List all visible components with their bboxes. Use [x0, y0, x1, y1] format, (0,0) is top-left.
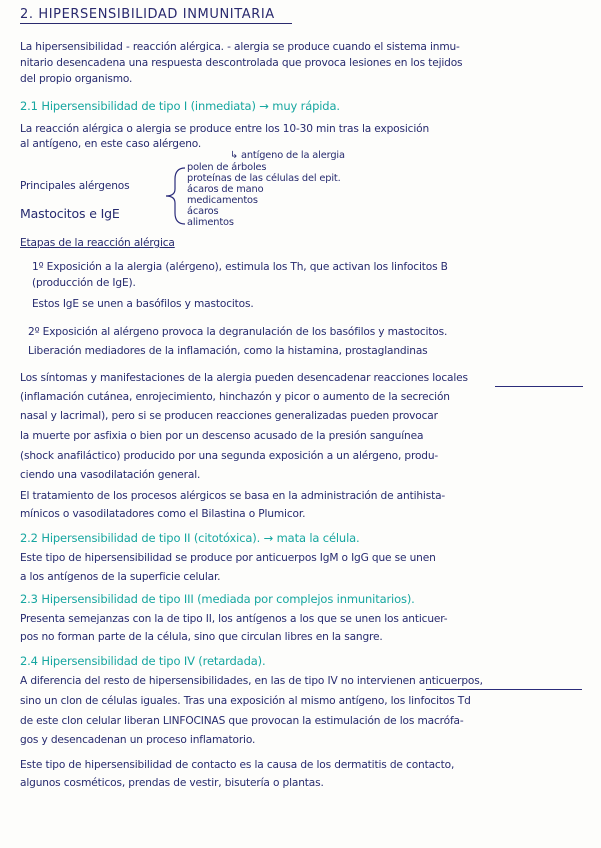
allergen-item: polen de árboles: [187, 162, 267, 173]
section-heading-2-4: 2.4 Hipersensibilidad de tipo IV (retardada).: [20, 654, 266, 668]
closing-line: algunos cosméticos, prendas de vestir, bisutería o plantas.: [20, 777, 324, 789]
body-line: La reacción alérgica o alergia se produce entre los 10-30 min tras la exposición: [20, 123, 430, 135]
brace-icon: [163, 165, 187, 227]
symptoms-line: la muerte por asfixia o bien por un descenso acusado de la presión sanguínea: [20, 430, 424, 442]
body-line: a los antígenos de la superficie celular.: [20, 571, 221, 583]
section-heading-2-3: 2.3 Hipersensibilidad de tipo III (mediada por complejos inmunitarios).: [20, 592, 415, 606]
highlight-underline: [426, 689, 582, 690]
body-line: A diferencia del resto de hipersensibilidades, en las de tipo IV no intervienen anticuerpos,: [20, 675, 483, 687]
allergen-item: ácaros: [187, 206, 219, 217]
intro-line: La hipersensibilidad - reacción alérgica. - alergia se produce cuando el sistema inmu-: [20, 41, 460, 53]
body-line: gos y desencadenan un proceso inflamatorio.: [20, 734, 256, 746]
symptoms-line: nasal y lacrimal), pero si se producen reacciones generalizadas pueden provocar: [20, 410, 438, 422]
body-line: sino un clon de células iguales. Tras una exposición al mismo antígeno, los linfocitos Td: [20, 695, 471, 707]
section-heading-2-1: 2.1 Hipersensibilidad de tipo I (inmediata) → muy rápida.: [20, 99, 340, 113]
allergen-note: ↳ antígeno de la alergia: [230, 150, 345, 161]
body-line: Presenta semejanzas con la de tipo II, los antígenos a los que se unen los anticuer-: [20, 613, 448, 625]
highlight-underline: [495, 386, 583, 387]
intro-line: nitario desencadena una respuesta descontrolada que provoca lesiones en los tejidos: [20, 57, 463, 69]
closing-line: Este tipo de hipersensibilidad de contacto es la causa de los dermatitis de contacto,: [20, 759, 455, 771]
treatment-line: mínicos o vasodilatadores como el Bilastina o Plumicor.: [20, 508, 306, 520]
intro-line: del propio organismo.: [20, 73, 133, 85]
section-heading-2-2: 2.2 Hipersensibilidad de tipo II (citotóxica). → mata la célula.: [20, 531, 360, 545]
stage-line: 1º Exposición a la alergia (alérgeno), estimula los Th, que activan los linfocitos B: [32, 261, 448, 273]
symptoms-line: ciendo una vasodilatación general.: [20, 469, 201, 481]
allergen-item: proteínas de las células del epit.: [187, 173, 341, 184]
body-line: al antígeno, en este caso alérgeno.: [20, 138, 202, 150]
stage-line: Liberación mediadores de la inflamación, como la histamina, prostaglandinas: [28, 345, 428, 357]
treatment-line: El tratamiento de los procesos alérgicos se basa en la administración de antihista-: [20, 490, 446, 502]
stage-line: 2º Exposición al alérgeno provoca la degranulación de los basófilos y mastocitos.: [28, 326, 448, 338]
title-underline: [20, 23, 292, 24]
allergen-item: alimentos: [187, 217, 234, 228]
allergens-label: Principales alérgenos: [20, 180, 130, 192]
body-line: Este tipo de hipersensibilidad se produce por anticuerpos IgM o IgG que se unen: [20, 552, 436, 564]
symptoms-line: (inflamación cutánea, enrojecimiento, hinchazón y picor o aumento de la secreción: [20, 391, 450, 403]
symptoms-line: (shock anafiláctico) producido por una segunda exposición a un alérgeno, produ-: [20, 450, 439, 462]
body-line: de este clon celular liberan LINFOCINAS que provocan la estimulación de los macrófa-: [20, 715, 464, 727]
mediator-line: Mastocitos e IgE: [20, 206, 120, 221]
page-title: 2. HIPERSENSIBILIDAD INMUNITARIA: [20, 7, 275, 22]
stage-line: Estos IgE se unen a basófilos y mastocitos.: [32, 298, 254, 310]
allergen-item: medicamentos: [187, 195, 258, 206]
symptoms-line: Los síntomas y manifestaciones de la alergia pueden desencadenar reacciones locales: [20, 372, 468, 384]
allergen-item: ácaros de mano: [187, 184, 264, 195]
stage-line: (producción de IgE).: [32, 277, 136, 289]
stages-heading: Etapas de la reacción alérgica: [20, 237, 175, 249]
body-line: pos no forman parte de la célula, sino que circulan libres en la sangre.: [20, 631, 383, 643]
